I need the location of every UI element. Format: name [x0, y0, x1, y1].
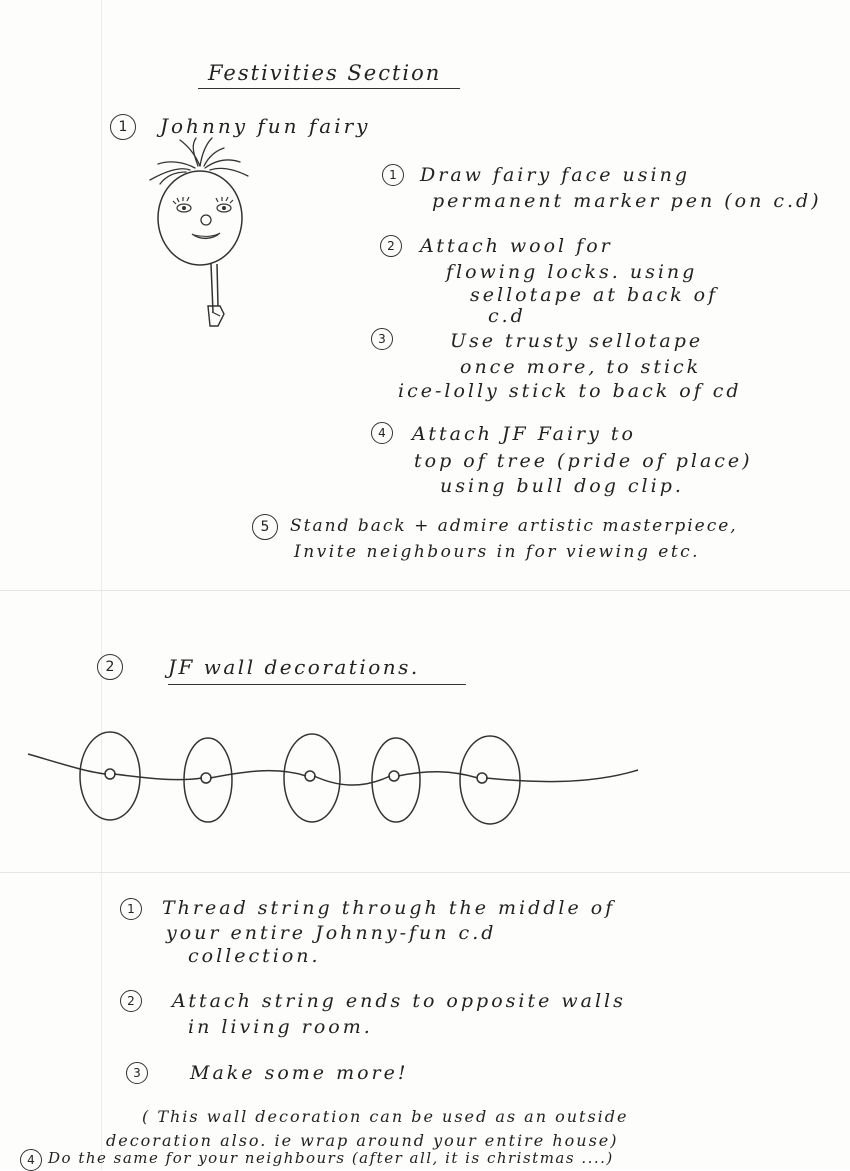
fairy-step-5-line-2: Invite neighbours in for viewing etc. — [294, 542, 701, 562]
fairy-step-1-line-2: permanent marker pen (on c.d) — [432, 190, 822, 212]
wall-step-1-line-3: collection. — [188, 945, 321, 967]
wall-note-line-2: decoration also. ie wrap around your entire house) — [106, 1131, 619, 1150]
wall-step-1-line-1: Thread string through the middle of — [162, 897, 616, 919]
section-2-underline — [168, 684, 466, 685]
wall-step-2-line-2: in living room. — [188, 1016, 373, 1038]
fairy-face-drawing-icon — [140, 136, 260, 336]
section-1-heading: Johnny fun fairy — [160, 114, 371, 138]
wall-step-2-line-1: Attach string ends to opposite walls — [172, 990, 626, 1012]
fairy-step-2-line-2: flowing locks. using — [446, 261, 698, 283]
section-2-number: 2 — [97, 654, 123, 680]
section-1-number: 1 — [110, 114, 136, 140]
fairy-step-2-number: 2 — [380, 235, 402, 257]
fairy-step-3-line-3: ice-lolly stick to back of cd — [398, 380, 742, 402]
wall-step-3-number: 3 — [126, 1062, 148, 1084]
section-2-heading: JF wall decorations. — [168, 655, 420, 679]
wall-step-3-line-1: Make some more! — [190, 1062, 409, 1084]
fairy-step-2-line-3: sellotape at back of — [470, 284, 719, 306]
wall-step-4-number: 4 — [20, 1149, 42, 1171]
fairy-step-4-line-2: top of tree (pride of place) — [414, 450, 753, 472]
cd-garland-drawing-icon — [26, 726, 646, 836]
wall-step-1-number: 1 — [120, 898, 142, 920]
wall-step-4-line-1: Do the same for your neighbours (after all, it is christmas ....) — [48, 1149, 614, 1167]
fairy-step-4-line-3: using bull dog clip. — [440, 475, 684, 497]
wall-step-2-number: 2 — [120, 990, 142, 1012]
fairy-step-4-line-1: Attach JF Fairy to — [412, 423, 636, 445]
wall-note-line-1: ( This wall decoration can be used as an outside — [142, 1107, 629, 1126]
fairy-step-2-line-1: Attach wool for — [420, 235, 613, 257]
paper-fold-line — [0, 872, 850, 873]
page-title: Festivities Section — [208, 61, 442, 85]
fairy-step-5-line-1: Stand back + admire artistic masterpiece, — [290, 516, 738, 536]
fairy-step-4-number: 4 — [371, 422, 393, 444]
margin-line — [101, 0, 102, 1170]
fairy-step-3-line-1: Use trusty sellotape — [450, 330, 704, 352]
fairy-step-3-number: 3 — [371, 328, 393, 350]
fairy-step-3-line-2: once more, to stick — [460, 356, 702, 378]
fairy-step-2-line-4: c.d — [488, 305, 526, 327]
fairy-step-1-number: 1 — [382, 164, 404, 186]
wall-step-1-line-2: your entire Johnny-fun c.d — [166, 922, 497, 944]
paper-fold-line — [0, 590, 850, 591]
fairy-step-5-number: 5 — [252, 514, 278, 540]
title-underline — [198, 88, 460, 89]
fairy-step-1-line-1: Draw fairy face using — [420, 164, 690, 186]
